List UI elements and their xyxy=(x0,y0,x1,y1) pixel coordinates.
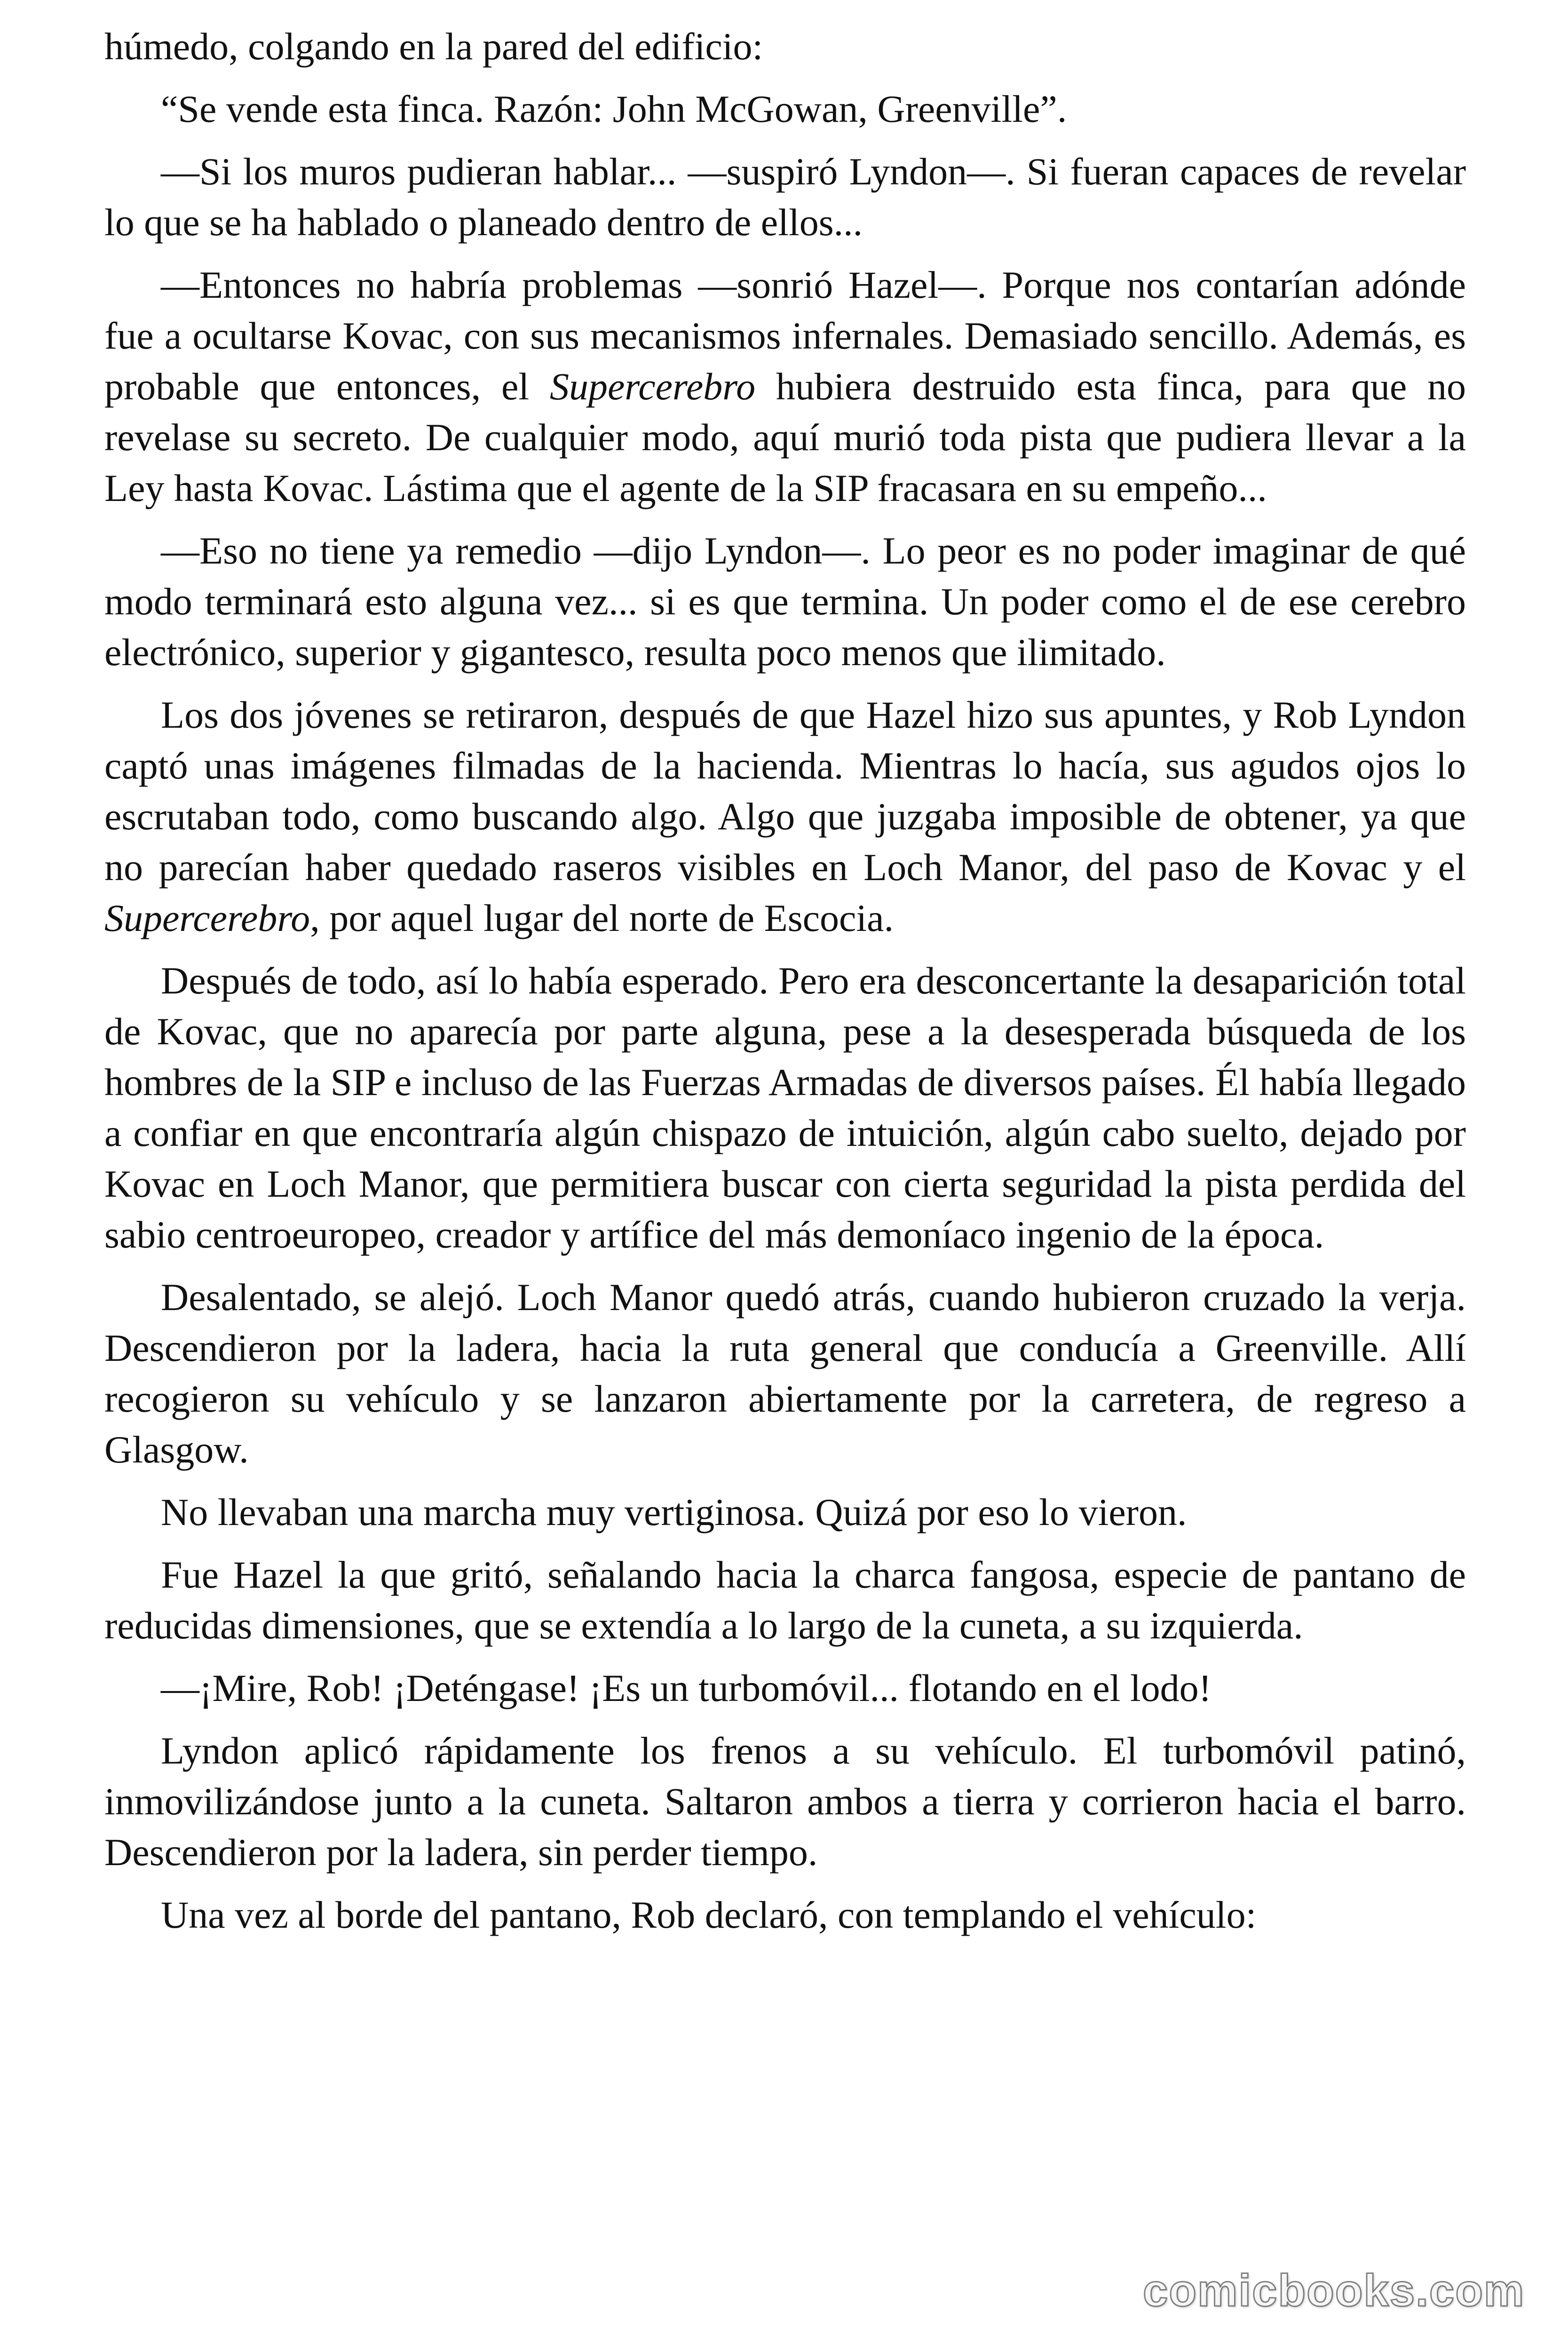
paragraph-2-text: “Se vende esta finca. Razón: John McGowan, Greenville”. xyxy=(161,87,1067,130)
book-page xyxy=(104,21,1466,1952)
paragraph-9 xyxy=(104,1487,1466,1538)
watermark-logo: comicbooks.com xyxy=(1143,2265,1525,2316)
paragraph-13-text: Una vez al borde del pantano, Rob declaró, con templando el vehículo: xyxy=(161,1893,1257,1936)
paragraph-6-text-b: , por aquel lugar del norte de Escocia. xyxy=(310,897,894,939)
paragraph-10-text: Fue Hazel la que gritó, señalando hacia la charca fangosa, especie de pantano de reducidas dimensiones, que se extendía a lo largo de la cuneta, a su izquierda. xyxy=(104,1553,1466,1647)
paragraph-11-text: —¡Mire, Rob! ¡Deténgase! ¡Es un turbomóvil... flotando en el lodo! xyxy=(161,1667,1212,1709)
paragraph-5 xyxy=(104,525,1466,678)
paragraph-6-italic: Supercerebro xyxy=(104,897,310,939)
paragraph-4-italic: Supercerebro xyxy=(549,365,756,408)
paragraph-10 xyxy=(104,1549,1466,1651)
paragraph-8-text: Desalentado, se alejó. Loch Manor quedó atrás, cuando hubieron cruzado la verja. Descendieron por la ladera, hacia la ruta general que conducía a Greenville. Allí recogieron su vehículo y se lanzaron abiertamente por la carretera, de regreso a Glasgow. xyxy=(104,1276,1466,1471)
paragraph-1-text: húmedo, colgando en la pared del edificio: xyxy=(104,25,763,68)
paragraph-9-text: No llevaban una marcha muy vertiginosa. Quizá por eso lo vieron. xyxy=(161,1491,1187,1534)
paragraph-8 xyxy=(104,1272,1466,1475)
paragraph-5-text: —Eso no tiene ya remedio —dijo Lyndon—. Lo peor es no poder imaginar de qué modo terminará esto alguna vez... si es que termina. Un poder como el de ese cerebro electrónico, superior y gigantesco, resulta poco menos que ilimitado. xyxy=(104,529,1466,674)
paragraph-4-text-b: hubiera destruido esta finca, para que no revelase su secreto. De cualquier modo, aquí murió toda pista que pudiera llevar a la Ley hasta Kovac. Lástima que el agente de la SIP fracasara en su empeño... xyxy=(104,365,1466,509)
paragraph-12-text: Lyndon aplicó rápidamente los frenos a su vehículo. El turbomóvil patinó, inmovilizándose junto a la cuneta. Saltaron ambos a tierra y corrieron hacia el barro. Descendieron por la ladera, sin perder tiempo. xyxy=(104,1729,1466,1874)
paragraph-7 xyxy=(104,955,1466,1260)
paragraph-3-text: —Si los muros pudieran hablar... —suspiró Lyndon—. Si fueran capaces de revelar lo que se ha hablado o planeado dentro de ellos... xyxy=(104,150,1466,244)
paragraph-7-text: Después de todo, así lo había esperado. Pero era desconcertante la desaparición total de Kovac, que no aparecía por parte alguna, pese a la desesperada búsqueda de los hombres de la SIP e incluso de las Fuerzas Armadas de diversos países. Él había llegado a confiar en que encontraría algún chispazo de intuición, algún cabo suelto, dejado por Kovac en Loch Manor, que permitiera buscar con cierta seguridad la pista perdida del sabio centroeuropeo, creador y artífice del más demoníaco ingenio de la época. xyxy=(104,959,1466,1256)
paragraph-11 xyxy=(104,1663,1466,1714)
paragraph-13 xyxy=(104,1890,1466,1940)
paragraph-6 xyxy=(104,690,1466,944)
paragraph-3 xyxy=(104,146,1466,248)
paragraph-4-text-a: —Entonces no habría problemas —sonrió Hazel—. Porque nos contarían adónde fue a ocultarse Kovac, con sus mecanismos infernales. Demasiado sencillo. Además, es probable que entonces, el xyxy=(104,263,1466,408)
paragraph-1 xyxy=(104,21,1466,72)
paragraph-12 xyxy=(104,1725,1466,1878)
paragraph-6-text-a: Los dos jóvenes se retiraron, después de que Hazel hizo sus apuntes, y Rob Lyndon captó unas imágenes filmadas de la hacienda. Mientras lo hacía, sus agudos ojos lo escrutaban todo, como buscando algo. Algo que juzgaba imposible de obtener, ya que no parecían haber quedado raseros visibles en Loch Manor, del paso de Kovac y el xyxy=(104,693,1466,889)
paragraph-2 xyxy=(104,84,1466,135)
paragraph-4 xyxy=(104,260,1466,514)
